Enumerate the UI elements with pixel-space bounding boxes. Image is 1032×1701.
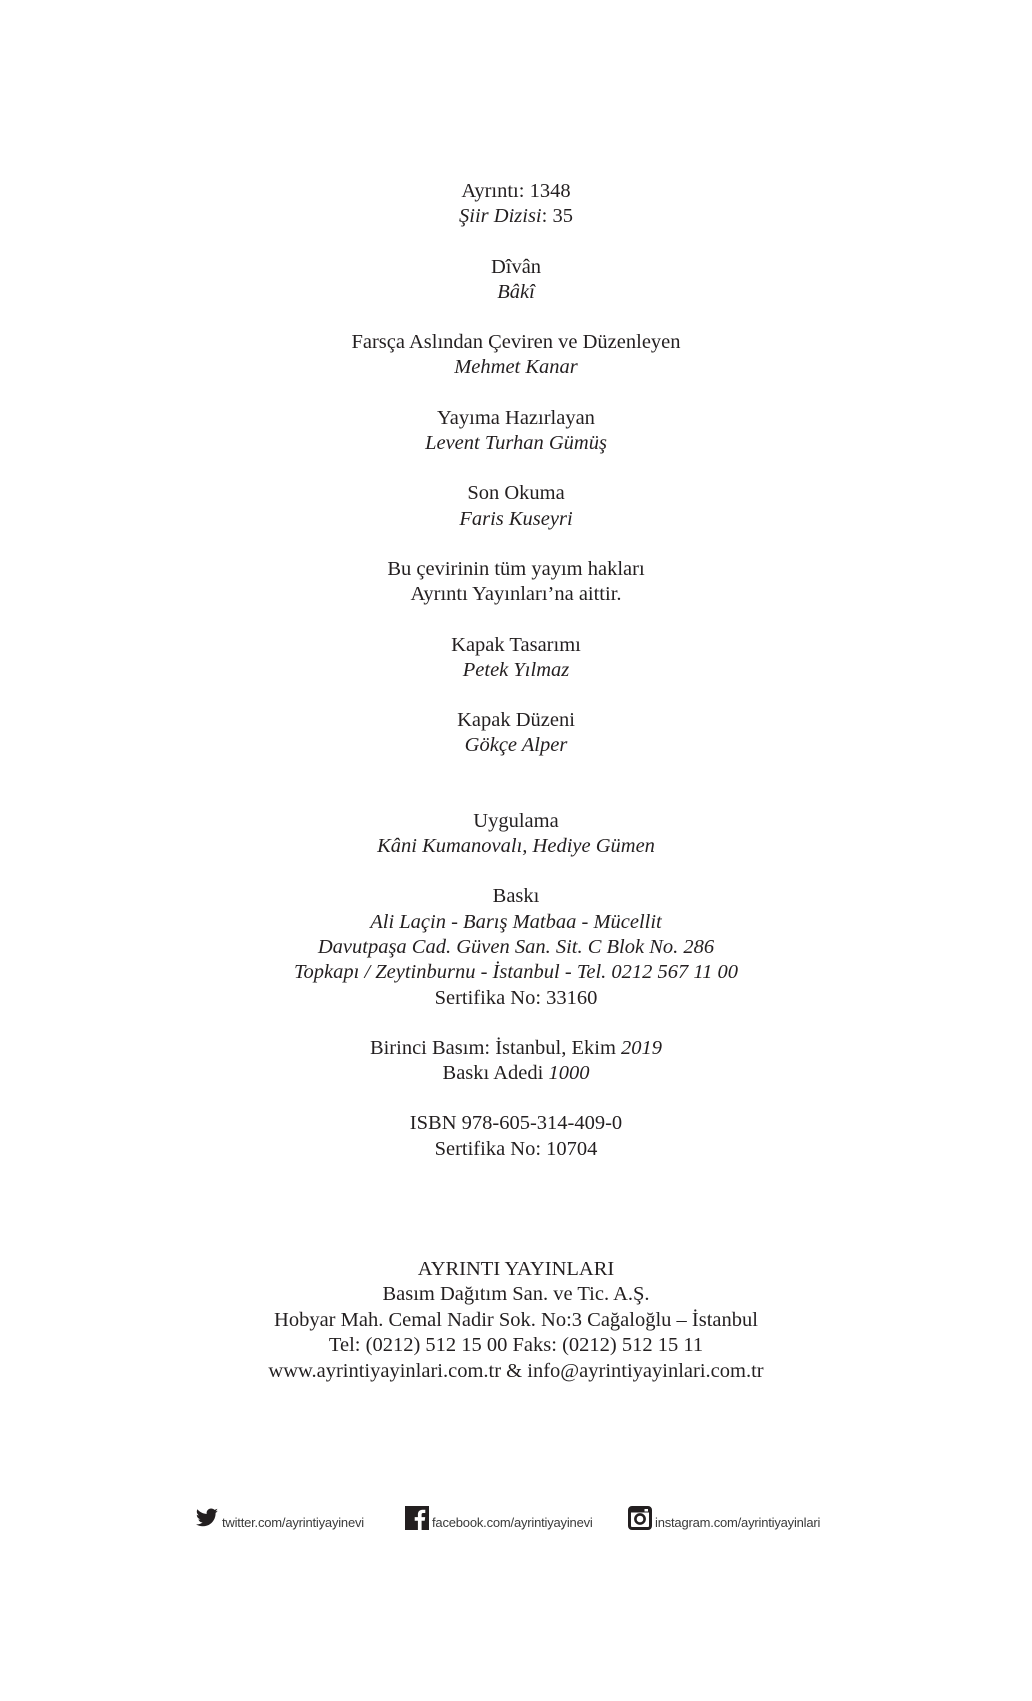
isbn: ISBN 978-605-314-409-0 <box>409 1112 623 1135</box>
twitter-link[interactable] <box>195 1503 364 1533</box>
translator-name: Mehmet Kanar <box>454 356 578 379</box>
cover-design-name: Petek Yılmaz <box>462 658 570 681</box>
series-block <box>0 179 1032 230</box>
translator-label: Farsça Aslından Çeviren ve Düzenleyen <box>351 331 681 354</box>
proof-label: Son Okuma <box>467 482 565 505</box>
copies-value: 1000 <box>548 1062 590 1085</box>
copies-line <box>0 1061 1032 1086</box>
twitter-link-text: twitter.com/ayrintiyayinevi <box>222 1514 364 1530</box>
facebook-link-text: facebook.com/ayrintiyayinevi <box>432 1514 593 1530</box>
rights-line-1: Bu çevirinin tüm yayım hakları <box>387 557 645 580</box>
series-label: Şiir Dizisi <box>459 205 542 228</box>
series-number: Ayrıntı: 1348 <box>461 180 571 202</box>
cover-layout-label: Kapak Düzeni <box>457 709 575 732</box>
rights-line-2: Ayrıntı Yayınları’na aittir. <box>410 583 622 606</box>
social-links <box>0 1503 1032 1533</box>
instagram-icon <box>628 1506 652 1530</box>
print-block <box>0 884 1032 1010</box>
instagram-link[interactable] <box>628 1503 820 1533</box>
publisher-block <box>0 1257 1032 1384</box>
publisher-company: Basım Dağıtım San. ve Tic. A.Ş. <box>382 1283 650 1306</box>
publisher-certificate: Sertifika No: 10704 <box>434 1137 598 1160</box>
book-title: Dîvân <box>490 255 542 278</box>
copies-text: Baskı Adedi <box>442 1062 549 1085</box>
title-block <box>0 255 1032 306</box>
rights-block <box>0 557 1032 608</box>
cover-design-block <box>0 633 1032 684</box>
proof-name: Faris Kuseyri <box>459 507 573 530</box>
book-author: Bâkî <box>497 280 535 303</box>
twitter-icon <box>195 1506 219 1530</box>
instagram-link-text: instagram.com/ayrintiyayinlari <box>655 1514 821 1530</box>
editor-block <box>0 406 1032 457</box>
print-line-1: Ali Laçin - Barış Matbaa - Mücellit <box>370 910 662 933</box>
application-block <box>0 809 1032 860</box>
isbn-block <box>0 1111 1032 1162</box>
editor-label: Yayıma Hazırlayan <box>437 406 595 429</box>
application-names: Kâni Kumanovalı, Hediye Gümen <box>377 835 655 858</box>
facebook-link[interactable] <box>405 1503 593 1533</box>
translator-block <box>0 330 1032 381</box>
edition-text: Birinci Basım: İstanbul, Ekim <box>369 1036 622 1059</box>
proof-block <box>0 481 1032 532</box>
application-label: Uygulama <box>473 809 559 832</box>
edition-year: 2019 <box>621 1036 663 1059</box>
cover-layout-name: Gökçe Alper <box>464 734 568 757</box>
facebook-icon <box>405 1506 429 1530</box>
series-sep: : 35 <box>541 205 573 228</box>
editor-name: Levent Turhan Gümüş <box>425 432 607 455</box>
series-line <box>0 204 1032 229</box>
edition-line <box>0 1036 1032 1061</box>
print-label: Baskı <box>492 885 540 908</box>
publisher-phone: Tel: (0212) 512 15 00 Faks: (0212) 512 15 11 <box>328 1334 704 1357</box>
cover-layout-block <box>0 708 1032 759</box>
edition-block <box>0 1036 1032 1087</box>
cover-design-label: Kapak Tasarımı <box>451 633 581 656</box>
print-line-3: Topkapı / Zeytinburnu - İstanbul - Tel. 0212 567 11 00 <box>294 961 738 984</box>
publisher-address: Hobyar Mah. Cemal Nadir Sok. No:3 Cağaloğlu – İstanbul <box>274 1308 758 1331</box>
publisher-name: AYRINTI YAYINLARI <box>417 1258 615 1280</box>
print-certificate: Sertifika No: 33160 <box>434 986 598 1009</box>
colophon <box>0 179 1032 1187</box>
publisher-web: www.ayrintiyayinlari.com.tr & info@ayrintiyayinlari.com.tr <box>268 1359 764 1382</box>
print-line-2: Davutpaşa Cad. Güven San. Sit. C Blok No. 286 <box>317 935 715 958</box>
